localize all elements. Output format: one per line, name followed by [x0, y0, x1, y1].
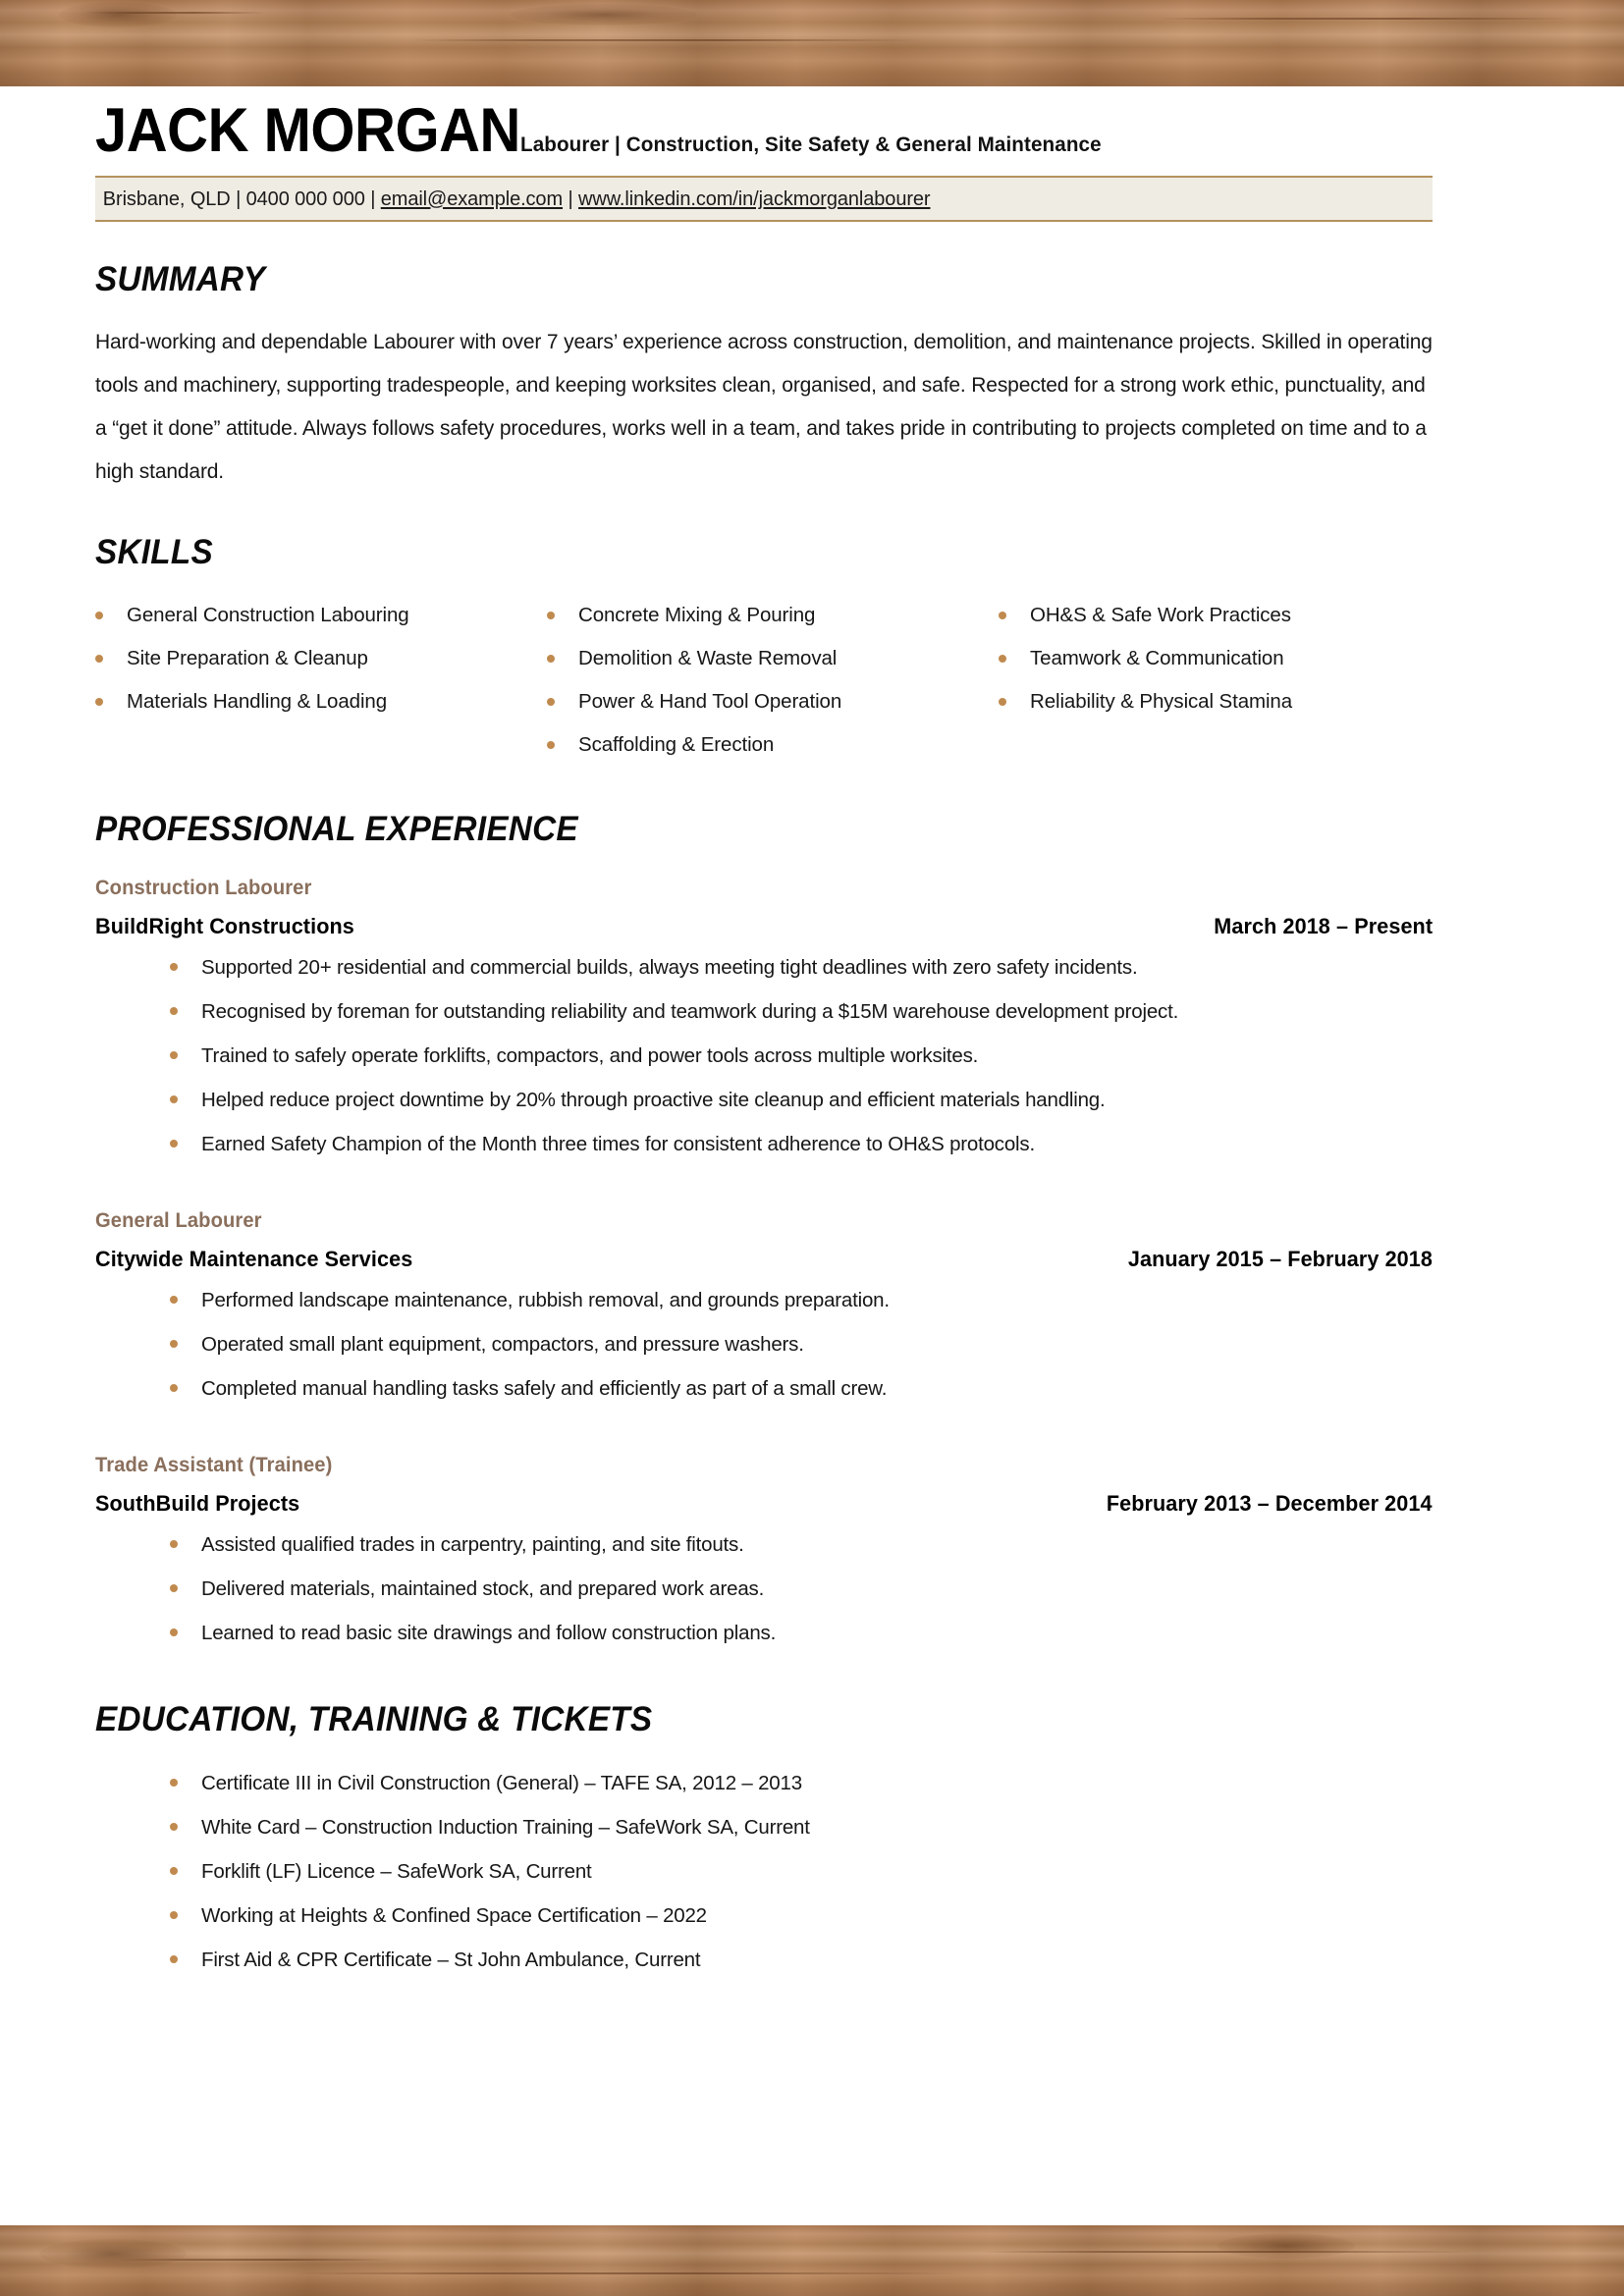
contact-sep-3: | [563, 187, 579, 210]
bullet-dot-icon [170, 1051, 178, 1059]
bullet-text: Recognised by foreman for outstanding reliability and teamwork during a $15M warehouse development project. [201, 1000, 1179, 1023]
section-heading-skills: SKILLS [95, 533, 213, 571]
header-name-row [95, 96, 1529, 165]
skill-label: Site Preparation & Cleanup [127, 647, 368, 669]
contact-sep-1: | [230, 187, 246, 210]
job-employer-row [95, 914, 1433, 939]
list-item [95, 1938, 1529, 1982]
education-item: First Aid & CPR Certificate – St John Ambulance, Current [201, 1949, 701, 1971]
list-item [95, 1567, 1529, 1611]
experience-entry [95, 1209, 1529, 1411]
skill-item [999, 594, 1470, 637]
bullet-dot-icon [547, 655, 555, 663]
bullet-text: Supported 20+ residential and commercial builds, always meeting tight deadlines with zero safety incidents. [201, 956, 1138, 979]
contact-email-link[interactable]: email@example.com [380, 187, 564, 210]
list-item [95, 1366, 1529, 1411]
bullet-dot-icon [95, 612, 103, 619]
skill-label: General Construction Labouring [127, 604, 409, 626]
list-item [95, 1805, 1529, 1849]
education-item: Working at Heights & Confined Space Certification – 2022 [201, 1904, 707, 1927]
skill-label: Materials Handling & Loading [127, 690, 388, 713]
list-item [95, 989, 1529, 1034]
bullet-dot-icon [999, 655, 1006, 663]
skill-item [547, 723, 999, 767]
bullet-dot-icon [170, 1007, 178, 1015]
list-item [95, 1278, 1529, 1322]
job-employer: SouthBuild Projects [95, 1491, 300, 1516]
section-heading-summary: SUMMARY [95, 260, 266, 298]
job-title: General Labourer [95, 1209, 262, 1232]
bullet-dot-icon [547, 698, 555, 706]
skill-item [547, 680, 999, 723]
list-item [95, 1322, 1529, 1366]
job-bullet-list [95, 945, 1529, 1166]
bullet-dot-icon [170, 1340, 178, 1348]
bullet-text: Completed manual handling tasks safely and efficiently as part of a small crew. [201, 1377, 888, 1400]
skill-label: Scaffolding & Erection [578, 733, 775, 756]
list-item [95, 1522, 1529, 1567]
section-heading-education: EDUCATION, TRAINING & TICKETS [95, 1700, 653, 1738]
education-list [95, 1761, 1529, 1982]
skill-label: Power & Hand Tool Operation [578, 690, 842, 713]
skill-item [999, 680, 1470, 723]
contact-phone: 0400 000 000 [245, 187, 365, 210]
bullet-dot-icon [170, 1384, 178, 1392]
contact-details [95, 187, 930, 211]
list-item [95, 1894, 1529, 1938]
page-title: JACK MORGAN [95, 96, 520, 165]
bullet-dot-icon [95, 698, 103, 706]
skill-item [95, 594, 547, 637]
bullet-dot-icon [170, 1955, 178, 1963]
bullet-text: Learned to read basic site drawings and follow construction plans. [201, 1622, 777, 1644]
education-item: Forklift (LF) Licence – SafeWork SA, Current [201, 1860, 592, 1883]
bullet-dot-icon [95, 655, 103, 663]
bullet-dot-icon [547, 741, 555, 749]
bullet-text: Assisted qualified trades in carpentry, painting, and site fitouts. [201, 1533, 744, 1556]
job-bullet-list [95, 1522, 1529, 1655]
job-dates: February 2013 – December 2014 [1107, 1491, 1433, 1516]
education-item: White Card – Construction Induction Training – SafeWork SA, Current [201, 1816, 810, 1839]
job-employer-row [95, 1247, 1433, 1272]
skill-label: Reliability & Physical Stamina [1030, 690, 1293, 713]
skill-item [95, 637, 547, 680]
contact-location: Brisbane, QLD [102, 187, 231, 210]
skill-label: OH&S & Safe Work Practices [1030, 604, 1291, 626]
bullet-dot-icon [170, 1911, 178, 1919]
job-bullet-list [95, 1278, 1529, 1411]
bullet-text: Earned Safety Champion of the Month three times for consistent adherence to OH&S protocols. [201, 1133, 1035, 1155]
bullet-text: Helped reduce project downtime by 20% through proactive site cleanup and efficient materials handling. [201, 1089, 1106, 1111]
bullet-dot-icon [547, 612, 555, 619]
bullet-dot-icon [170, 1095, 178, 1103]
section-heading-experience: PROFESSIONAL EXPERIENCE [95, 810, 578, 848]
list-item [95, 1761, 1529, 1805]
bullet-dot-icon [999, 612, 1006, 619]
bullet-dot-icon [170, 1629, 178, 1636]
bullet-dot-icon [999, 698, 1006, 706]
bullet-text: Operated small plant equipment, compactors, and pressure washers. [201, 1333, 804, 1356]
job-employer: BuildRight Constructions [95, 914, 354, 938]
list-item [95, 1078, 1529, 1122]
bullet-dot-icon [170, 963, 178, 971]
wood-texture-banner-bottom [0, 2225, 1624, 2296]
job-employer-row [95, 1491, 1433, 1517]
experience-entry [95, 877, 1529, 1166]
skills-grid [95, 594, 1470, 767]
contact-bar [95, 176, 1433, 222]
bullet-dot-icon [170, 1584, 178, 1592]
skill-label: Demolition & Waste Removal [578, 647, 838, 669]
bullet-dot-icon [170, 1540, 178, 1548]
wood-texture-banner-top [0, 0, 1624, 86]
list-item [95, 1034, 1529, 1078]
bullet-dot-icon [170, 1779, 178, 1787]
skill-item [95, 680, 547, 723]
skill-item [999, 637, 1470, 680]
bullet-dot-icon [170, 1867, 178, 1875]
header-tagline: Labourer | Construction, Site Safety & General Maintenance [519, 133, 1102, 156]
bullet-dot-icon [170, 1823, 178, 1831]
skill-item [547, 594, 999, 637]
list-item [95, 945, 1529, 989]
contact-linkedin-link[interactable]: www.linkedin.com/in/jackmorganlabourer [578, 187, 931, 210]
skills-column-1 [95, 594, 547, 767]
bullet-text: Delivered materials, maintained stock, and prepared work areas. [201, 1577, 765, 1600]
skill-label: Teamwork & Communication [1030, 647, 1284, 669]
experience-entry [95, 1454, 1529, 1655]
job-title: Construction Labourer [95, 877, 312, 899]
job-title: Trade Assistant (Trainee) [95, 1454, 333, 1476]
bullet-dot-icon [170, 1140, 178, 1148]
skills-column-2 [547, 594, 999, 767]
list-item [95, 1611, 1529, 1655]
skill-item [547, 637, 999, 680]
contact-sep-2: | [364, 187, 381, 210]
bullet-text: Performed landscape maintenance, rubbish removal, and grounds preparation. [201, 1289, 890, 1311]
job-dates: January 2015 – February 2018 [1127, 1247, 1433, 1271]
skills-column-3 [999, 594, 1470, 767]
education-item: Certificate III in Civil Construction (General) – TAFE SA, 2012 – 2013 [201, 1772, 802, 1794]
bullet-text: Trained to safely operate forklifts, compactors, and power tools across multiple worksites. [201, 1044, 979, 1067]
list-item [95, 1122, 1529, 1166]
resume-content [0, 86, 1624, 2225]
job-dates: March 2018 – Present [1214, 914, 1433, 938]
list-item [95, 1849, 1529, 1894]
summary-text: Hard-working and dependable Labourer with over 7 years’ experience across construction, demolition, and maintenance projects. Skilled in operating tools and machinery, supporting tradespeople, and keeping worksites clean, organised, and safe. Respected for a strong work ethic, punctuality, and a “get it done” attitude. Always follows safety procedures, works well in a team, and takes pride in contributing to projects completed on time and to a high standard. [95, 331, 1433, 483]
bullet-dot-icon [170, 1296, 178, 1304]
job-employer: Citywide Maintenance Services [95, 1247, 413, 1271]
skill-label: Concrete Mixing & Pouring [578, 604, 816, 626]
